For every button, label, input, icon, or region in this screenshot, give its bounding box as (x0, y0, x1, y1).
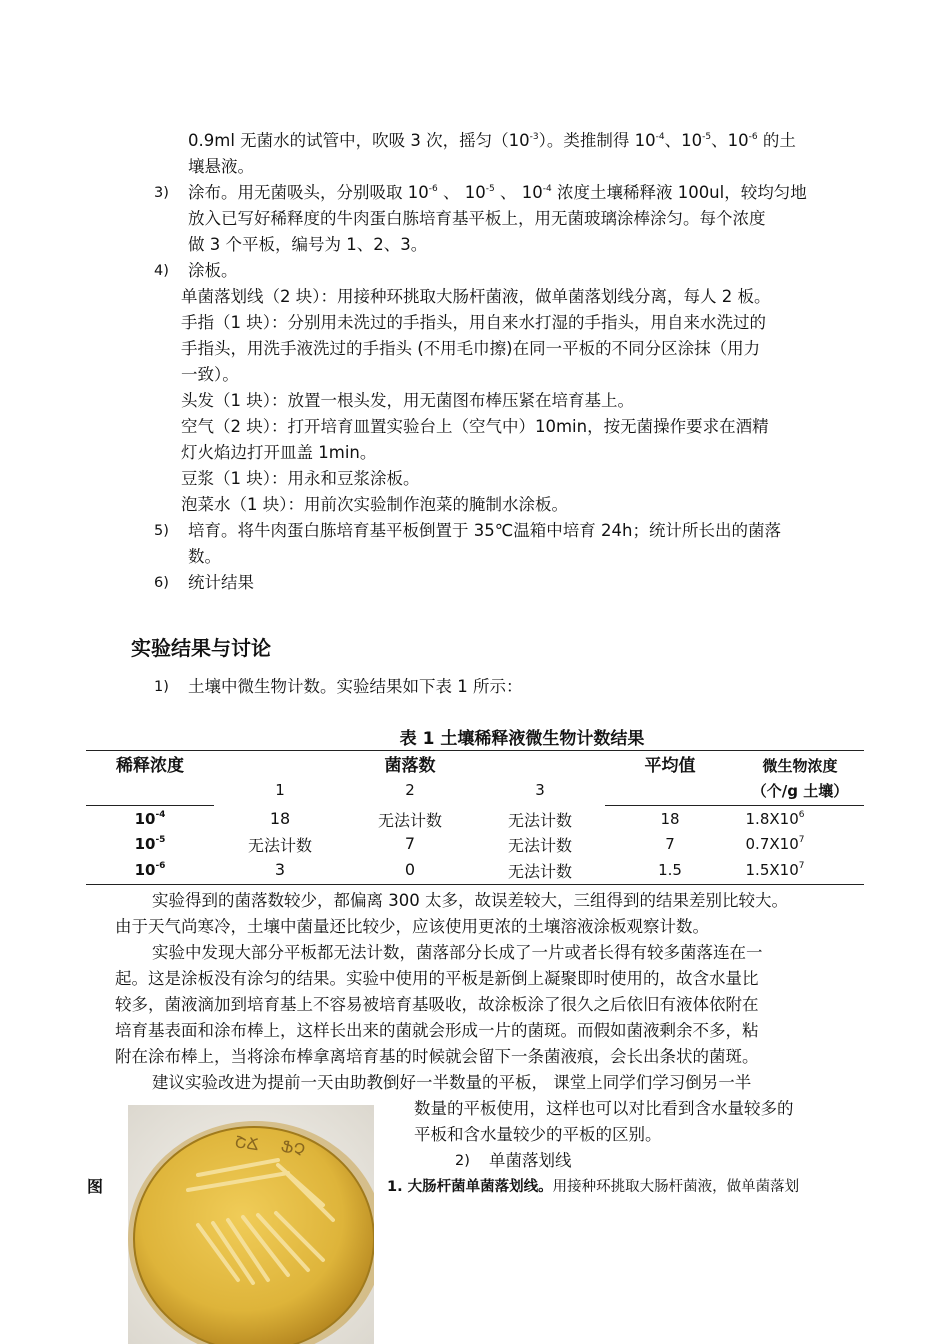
header-average: 平均值 (644, 756, 696, 776)
cell-concentration: $0.7X10^7$ (745, 835, 805, 853)
step4-line: 头发（1 块）：放置一根头发，用无菌图布棒压紧在培育基上。 (181, 391, 634, 410)
section-title: 实验结果与讨论 (131, 636, 271, 660)
step6-number: 6) (154, 575, 169, 591)
discussion-line: 建议实验改进为提前一天由助教倒好一半数量的平板， 课堂上同学们学习倒另一半 (152, 1073, 752, 1092)
step3-line2: 放入已写好稀释度的牛肉蛋白胨培育基平板上，用无菌玻璃涂棒涂匀。每个浓度 (188, 209, 766, 228)
step4-line: 灯火焰边打开皿盖 1min。 (181, 443, 377, 462)
header-colonies: 菌落数 (384, 756, 436, 776)
cell-concentration: $1.8X10^6$ (745, 810, 805, 828)
figure-caption: 1. 大肠杆菌单菌落划线。用接种环挑取大肠杆菌液，做单菌落划 (387, 1179, 800, 1195)
discussion-line: 实验中发现大部分平板都无法计数，菌落部分长成了一片或者长得有较多菌落连在一 (152, 943, 763, 962)
subheader-1: 1 (275, 781, 285, 799)
cell-colony-1: 3 (274, 860, 286, 879)
table-caption: 表 1 土壤稀释液微生物计数结果 (399, 729, 645, 749)
step4-number: 4) (154, 263, 169, 279)
step6-text: 统计结果 (188, 573, 254, 592)
cell-colony-3: 无法计数 (507, 836, 572, 855)
subheader-3: 3 (535, 781, 545, 799)
discussion-line: 数量的平板使用，这样也可以对比看到含水量较多的 (414, 1099, 794, 1118)
cell-average: 1.5 (658, 861, 682, 879)
step4-line: 豆浆（1 块）：用永和豆浆涂板。 (181, 469, 420, 488)
step4-line: 手指（1 块）：分别用未洗过的手指头，用自来水打湿的手指头，用自来水洗过的 (181, 313, 766, 332)
handwritten-label: ՇՃ (233, 1132, 261, 1155)
table-header-rule (86, 805, 214, 806)
header-concentration: 微生物浓度 (762, 757, 838, 775)
step4-line: 手指头，用洗手液洗过的手指头 (不用毛巾擦)在同一平板的不同分区涂抹（用力 (181, 339, 761, 358)
step4-line: 空气（2 块）：打开培育皿置实验台上（空气中）10min，按无菌操作要求在酒精 (181, 417, 769, 436)
step3-line3: 做 3 个平板，编号为 1、2、3。 (188, 235, 428, 254)
discussion-line: 附在涂布棒上，当将涂布棒拿离培育基的时候就会留下一条菌液痕，会长出条状的菌斑。 (115, 1047, 759, 1066)
step2-line2: 壤悬液。 (188, 157, 254, 176)
row-dilution: $10^{-6}$ (134, 861, 166, 879)
step5-number: 5) (154, 523, 169, 539)
cell-average: 7 (665, 835, 675, 853)
handwritten-label: ՖՉ (279, 1136, 307, 1160)
step4-line: 泡菜水（1 块）：用前次实验制作泡菜的腌制水涂板。 (181, 495, 568, 514)
step3-line1: 涂布。用无菌吸头，分别吸取 $10^{-6}$ 、 $10^{-5}$ 、 $10^{-4}$ 浓度土壤稀释液 100ul，较均匀地 (188, 183, 807, 202)
table-header-rule (605, 805, 864, 806)
cell-colony-2: 7 (404, 834, 416, 853)
header-dilution: 稀释浓度 (116, 756, 184, 776)
step4-title: 涂板。 (188, 261, 238, 280)
step2-line1: 0.9ml 无菌水的试管中，吹吸 3 次，摇匀$(10^{-3})$。类推制得 $10^{-4}$、$10^{-5}$、$10^{-6}$ 的土 (188, 131, 796, 150)
cell-colony-3: 无法计数 (507, 811, 572, 830)
table-bottom-rule (86, 884, 864, 885)
discussion-line: 平板和含水量较少的平板的区别。 (414, 1125, 662, 1144)
discussion-line: 较多，菌液滴加到培育基上不容易被培育基吸收，故涂板涂了很久之后依旧有液体依附在 (115, 995, 759, 1014)
subheader-2: 2 (405, 781, 415, 799)
cell-colony-2: 0 (404, 860, 416, 879)
discussion-line: 起。这是涂板没有涂匀的结果。实验中使用的平板是新倒上凝聚即时使用的，故含水量比 (115, 969, 759, 988)
result1-number: 1) (154, 679, 169, 695)
cell-average: 18 (660, 810, 680, 828)
petri-dish-photo (128, 1105, 374, 1344)
step5-line2: 数。 (188, 547, 221, 566)
figure-label: 图 (87, 1177, 104, 1196)
step4-line: 单菌落划线（2 块）：用接种环挑取大肠杆菌液，做单菌落划线分离，每人 2 板。 (181, 287, 771, 306)
row-dilution: $10^{-5}$ (134, 835, 166, 853)
table-top-rule (86, 750, 864, 751)
cell-colony-2: 无法计数 (377, 811, 442, 830)
step5-line1: 培育。将牛肉蛋白胨培育基平板倒置于 35℃温箱中培育 24h；统计所长出的菌落 (188, 521, 781, 540)
discussion-line: 由于天气尚寒冷，土壤中菌量还比较少，应该使用更浓的土壤溶液涂板观察计数。 (115, 917, 709, 936)
cell-colony-1: 18 (269, 809, 291, 828)
row-dilution: $10^{-4}$ (134, 810, 166, 828)
cell-colony-1: 无法计数 (247, 836, 312, 855)
discussion-line: 培育基表面和涂布棒上，这样长出来的菌就会形成一片的菌斑。而假如菌液剩余不多，粘 (115, 1021, 759, 1040)
petri-dish-illustration (128, 1105, 374, 1344)
step4-line: 一致）。 (181, 365, 239, 384)
result1-text: 土壤中微生物计数。实验结果如下表 1 所示： (188, 677, 523, 696)
header-concentration-unit: （个/g 土壤） (751, 782, 849, 800)
cell-colony-3: 无法计数 (507, 862, 572, 881)
result2-number: 2) (455, 1153, 470, 1169)
step3-number: 3) (154, 185, 169, 201)
result2-text: 单菌落划线 (489, 1151, 572, 1170)
discussion-line: 实验得到的菌落数较少，都偏离 300 太多，故误差较大，三组得到的结果差别比较大。 (152, 891, 788, 910)
cell-concentration: $1.5X10^7$ (745, 861, 805, 879)
